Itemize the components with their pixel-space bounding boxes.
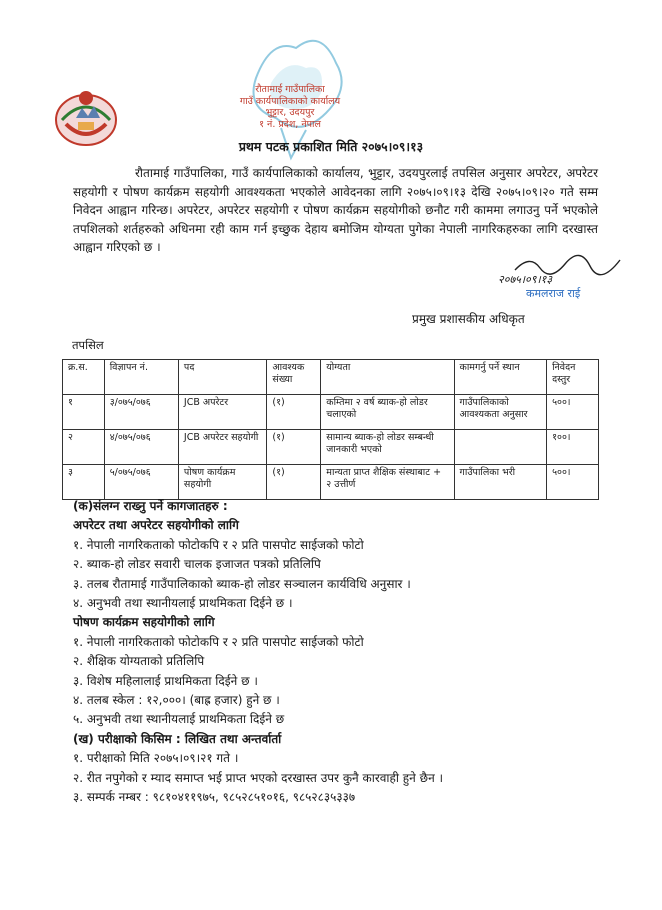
- office-line-2: गाउँ कार्यपालिकाको कार्यालय: [239, 95, 341, 107]
- list-item: १. नेपाली नागरिकताको फोटोकपि र २ प्रति पासपोट साईजको फोटो: [73, 634, 364, 649]
- cell-fee: ५००।: [547, 395, 599, 430]
- cell-serial: २: [63, 430, 105, 465]
- col-workplace: कामगर्नु पर्ने स्थान: [454, 360, 547, 395]
- cell-workplace: गाउँपालिका भरी: [454, 465, 547, 500]
- cell-serial: १: [63, 395, 105, 430]
- requirements-section: [73, 497, 613, 808]
- office-line-3: भुट्टार, उदयपुर: [265, 107, 315, 118]
- table-row: [63, 465, 599, 500]
- col-fee: निवेदन दस्तुर: [547, 360, 599, 395]
- list-item: ३. विशेष महिलालाई प्राथमिकता दिईने छ ।: [73, 673, 258, 688]
- table-row: [63, 395, 599, 430]
- office-header: [205, 84, 375, 130]
- col-count: आवश्यक संख्या: [267, 360, 321, 395]
- list-item: ५. अनुभवी तथा स्थानीयलाई प्राथमिकता दिईने छ: [73, 712, 285, 727]
- publication-title: प्रथम पटक प्रकाशित मिति २०७५।०९।१३: [238, 139, 424, 154]
- signer-name: कमलराज राई: [526, 287, 581, 300]
- table-row: [63, 430, 599, 465]
- cell-workplace: [454, 430, 547, 465]
- cell-count: (१): [267, 395, 321, 430]
- cell-qualification: मान्यता प्राप्त शैक्षिक संस्थाबाट + २ उत्तीर्ण: [321, 465, 454, 500]
- list-item: २. ब्याक-हो लोडर सवारी चालक इजाजत पत्रको प्रतिलिपि: [73, 557, 321, 572]
- cell-qualification: सामान्य ब्याक-हो लोडर सम्बन्धी जानकारी भएको: [321, 430, 454, 465]
- col-post: पद: [178, 360, 266, 395]
- list-item: १. नेपाली नागरिकताको फोटोकपि र २ प्रति पासपोट साईजको फोटो: [73, 537, 364, 552]
- col-serial: क्र.स.: [63, 360, 105, 395]
- office-line-4: १ नं. प्रदेश, नेपाल: [259, 118, 321, 130]
- list-item: २. शैक्षिक योग्यताको प्रतिलिपि: [73, 654, 205, 669]
- cell-fee: ५००।: [547, 465, 599, 500]
- signer-title: प्रमुख प्रशासकीय अधिकृत: [412, 312, 525, 326]
- cell-qualification: कम्तिमा २ वर्ष ब्याक-हो लोडर चलाएको: [321, 395, 454, 430]
- col-qualification: योग्यता: [321, 360, 454, 395]
- office-line-1: रौतामाई गाउँपालिका: [255, 84, 325, 95]
- list-item: १. परीक्षाको मिति २०७५।०९।२१ गते ।: [73, 751, 239, 766]
- notice-intro: रौतामाई गाउँपालिका, गाउँ कार्यपालिकाको कार्यालय, भुट्टार, उदयपुरलाई तपसिल अनुसार अपरेटर, अपरेटर सहयोगी र पोषण कार्यक्रम सहयोगी आवश्यकता भएकोले आवेदनका लागि २०७५।०९।१३ देखि २०७५।०९।२० गते सम्म निवेदन आह्वान गरिन्छ। अपरेटर, अपरेटर सहयोगी र पोषण कार्यक्रम सहयोगीको छनौट गरी काममा लगाउनु पर्ने भएकोले तपशिलको शर्तहरुको अधिनमा रही काम गर्न इच्छुक देहाय बमोजिम योग्यता पुगेका नेपाली नागरिकहरुका लागि दरखास्त आह्वान गरिएको छ ।: [73, 166, 598, 254]
- list-item: ४. अनुभवी तथा स्थानीयलाई प्राथमिकता दिईने छ ।: [73, 596, 293, 611]
- table-header-row: [63, 360, 599, 395]
- cell-count: (१): [267, 430, 321, 465]
- col-ad-number: विज्ञापन नं.: [104, 360, 178, 395]
- cell-post: JCB अपरेटर सहयोगी: [178, 430, 266, 465]
- cell-workplace: गाउँपालिकाको आवश्यकता अनुसार: [454, 395, 547, 430]
- nutrition-heading: पोषण कार्यक्रम सहयोगीको लागि: [73, 615, 215, 630]
- documents-heading: (क)संलग्न राख्नु पर्ने कागजातहरु :: [73, 499, 228, 513]
- cell-ad-number: ४/०७५/०७६: [104, 430, 178, 465]
- cell-fee: १००।: [547, 430, 599, 465]
- exam-heading: (ख) परीक्षाको किसिम : लिखित तथा अन्तर्वार्ता: [73, 731, 282, 746]
- list-item: ४. तलब स्केल : १२,०००। (बाह्र हजार) हुने छ ।: [73, 693, 280, 708]
- signature-area: [470, 252, 640, 312]
- operator-heading: अपरेटर तथा अपरेटर सहयोगीको लागि: [73, 518, 239, 533]
- cell-post: JCB अपरेटर: [178, 395, 266, 430]
- cell-serial: ३: [63, 465, 105, 500]
- cell-ad-number: ५/०७५/०७६: [104, 465, 178, 500]
- list-item: २. रीत नपुगेको र म्याद समाप्त भई प्राप्त भएको दरखास्त उपर कुनै कारवाही हुने छैन ।: [73, 770, 444, 785]
- vacancy-table: [62, 359, 599, 500]
- signature-date: २०७५।०९।१३: [498, 273, 553, 286]
- list-item: ३. तलब रौतामाई गाउँपालिकाको ब्याक-हो लोडर सञ्चालन कार्यविधि अनुसार ।: [73, 576, 411, 591]
- list-item: ३. सम्पर्क नम्बर : ९८१०४११९७५, ९८५२८५१०१६, ९८५२८३५३३७: [73, 790, 356, 805]
- cell-ad-number: ३/०७५/०७६: [104, 395, 178, 430]
- cell-post: पोषण कार्यक्रम सहयोगी: [178, 465, 266, 500]
- tapasil-heading: तपसिल: [72, 338, 104, 352]
- cell-count: (१): [267, 465, 321, 500]
